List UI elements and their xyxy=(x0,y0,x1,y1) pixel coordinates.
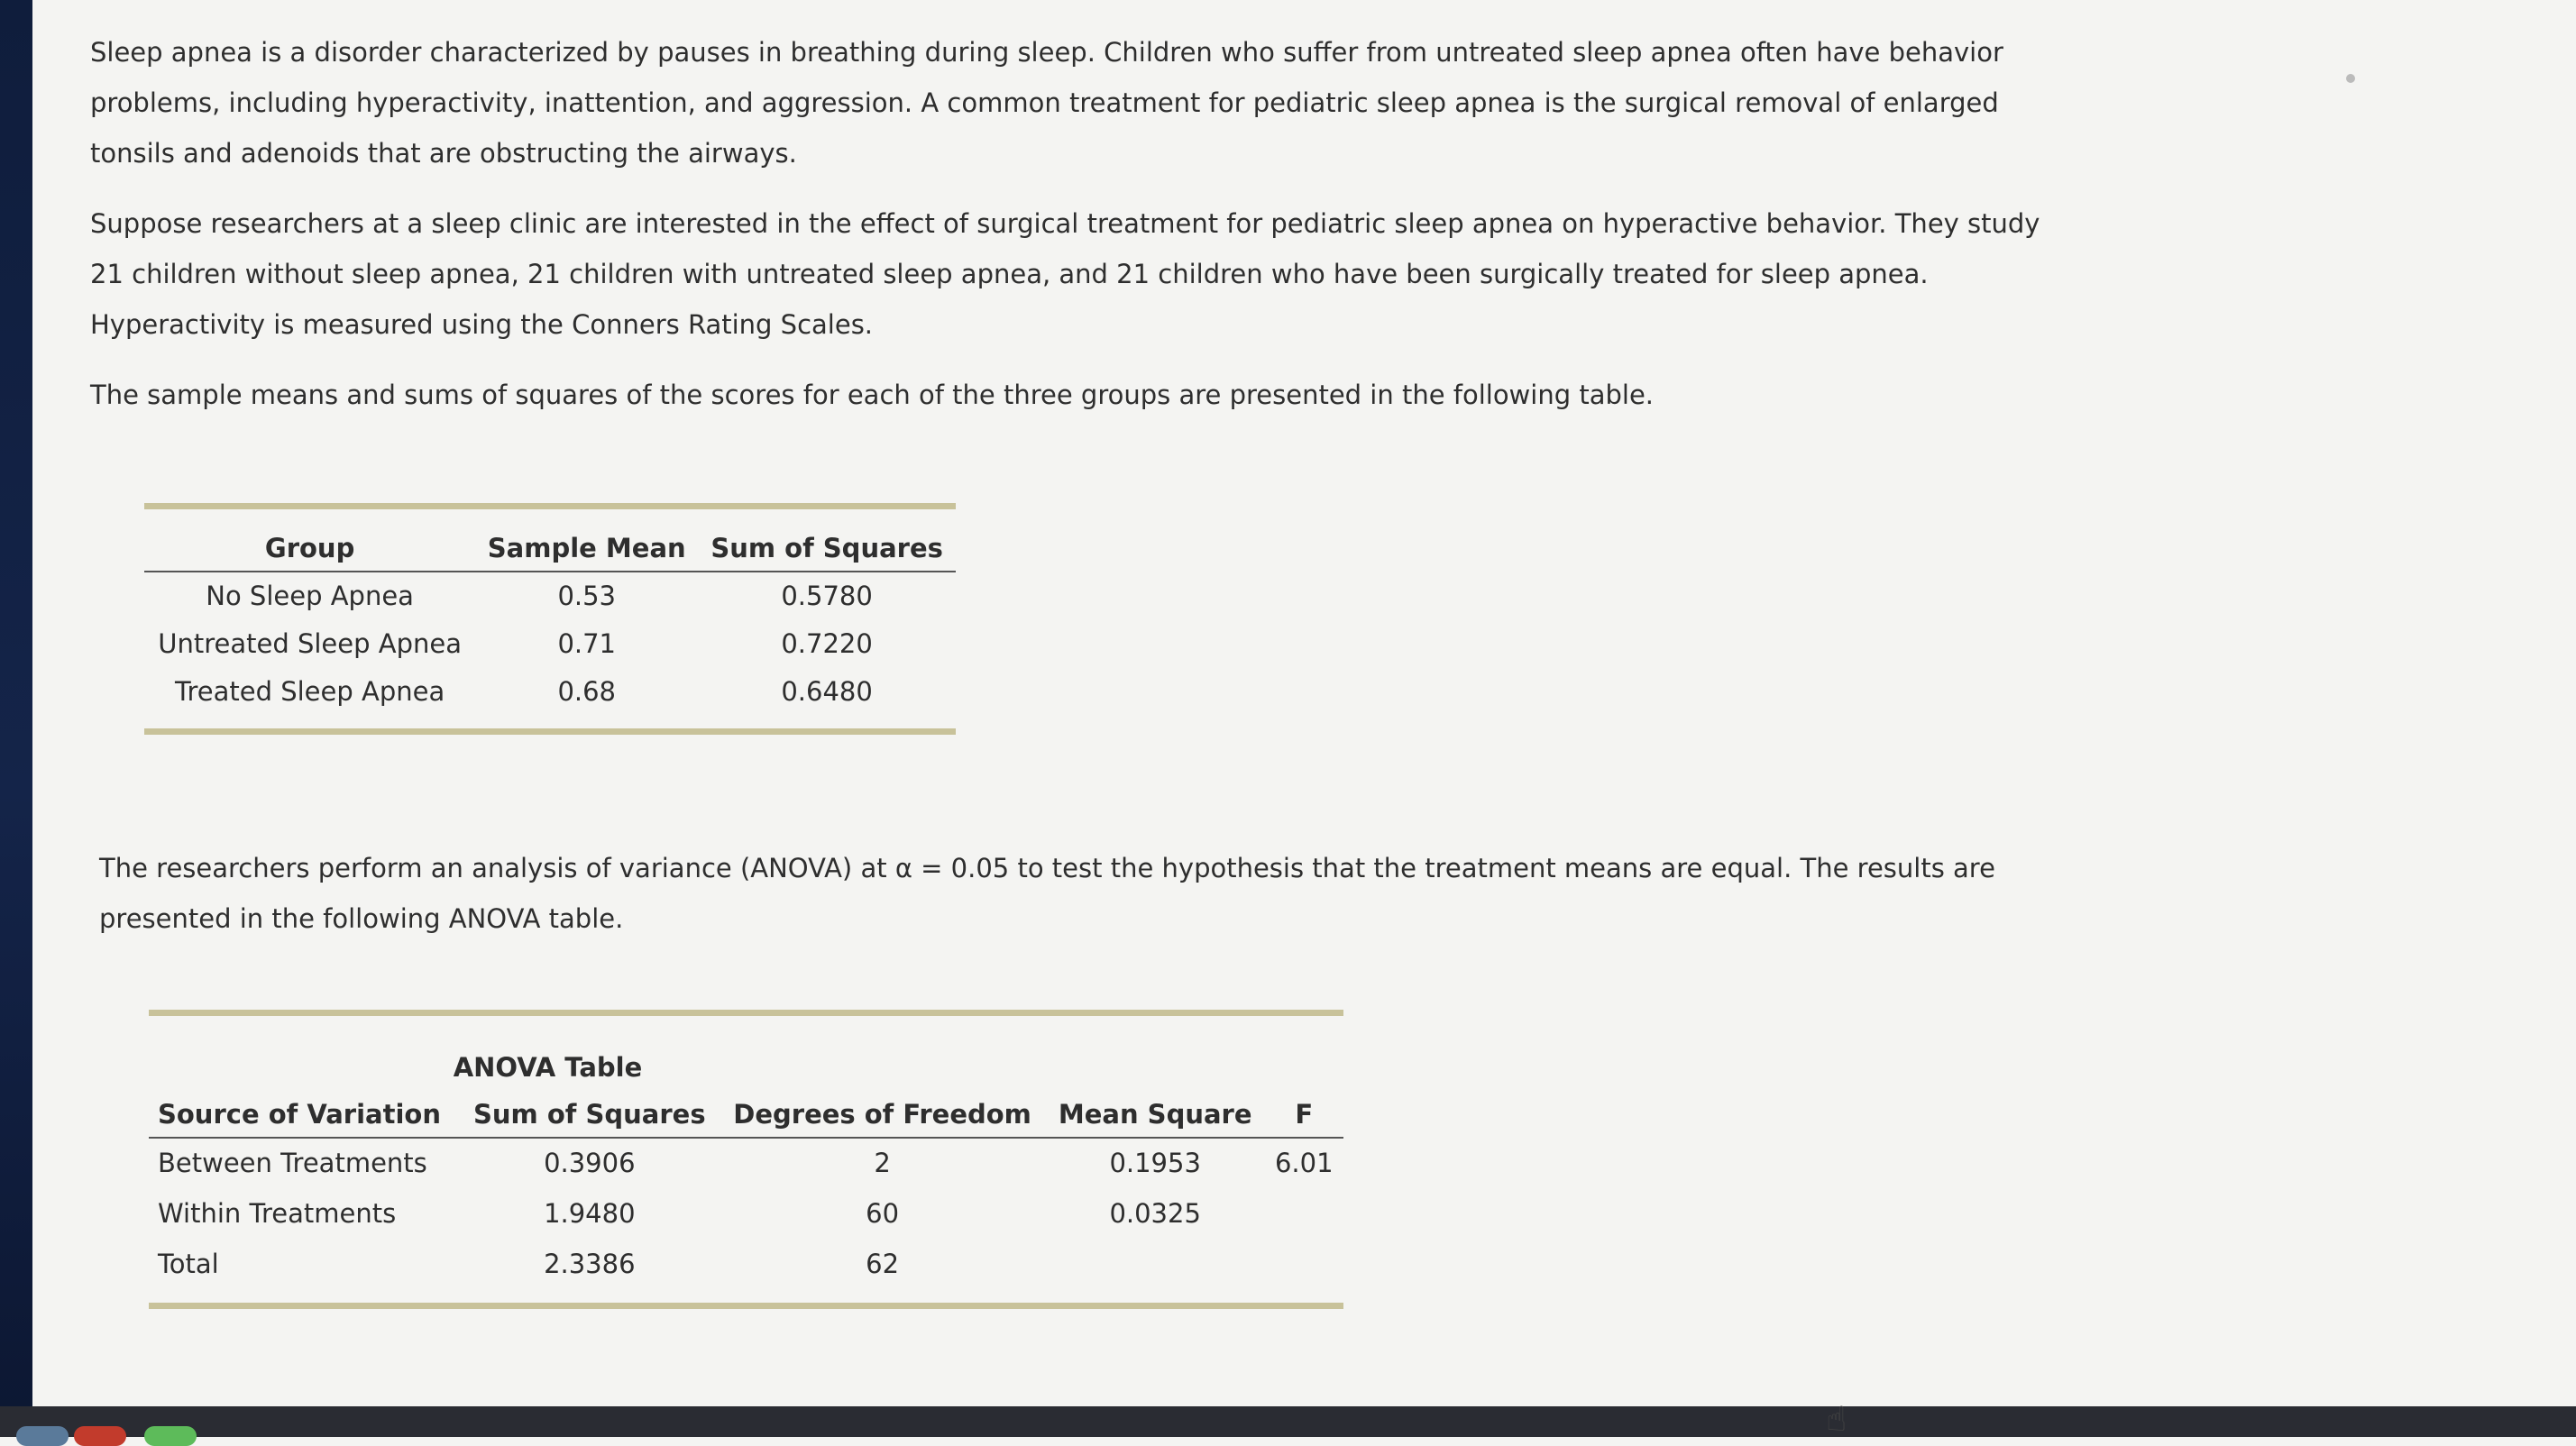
sum-of-squares: 0.3906 xyxy=(544,1148,636,1178)
table-row xyxy=(144,572,956,620)
monitor-bottom-bezel xyxy=(0,1406,2576,1437)
taskbar-icon-3[interactable] xyxy=(144,1426,197,1446)
sample-mean: 0.71 xyxy=(557,628,617,659)
sample-mean: 0.53 xyxy=(557,581,617,611)
sample-mean: 0.68 xyxy=(557,676,617,707)
mean-square: 0.1953 xyxy=(1109,1148,1201,1178)
taskbar-icon-2[interactable] xyxy=(74,1426,126,1446)
mean-square: 0.0325 xyxy=(1109,1198,1201,1229)
hand-pointer-icon: ☝ xyxy=(1826,1399,1847,1439)
sum-of-squares: 0.7220 xyxy=(781,628,873,659)
group-name: No Sleep Apnea xyxy=(206,581,414,611)
column-header-group: Group xyxy=(144,509,475,572)
anova-table-title: ANOVA Table xyxy=(453,1052,643,1083)
degrees-of-freedom: 62 xyxy=(866,1249,900,1279)
table-bottom-rule xyxy=(144,728,956,735)
source-name: Within Treatments xyxy=(158,1198,397,1229)
degrees-of-freedom: 2 xyxy=(874,1148,891,1178)
table-top-rule xyxy=(149,1010,1343,1016)
intro-paragraph-3: The sample means and sums of squares of the scores for each of the three groups are presented in the following table. xyxy=(90,380,1655,410)
column-header-f: F xyxy=(1265,1083,1344,1138)
source-name: Between Treatments xyxy=(158,1148,427,1178)
table-row xyxy=(149,1189,1343,1240)
f-statistic xyxy=(1265,1240,1344,1290)
monitor-left-bezel xyxy=(0,0,32,1437)
column-header-mean-square: Mean Square xyxy=(1046,1083,1265,1138)
group-name: Untreated Sleep Apnea xyxy=(158,628,462,659)
sum-of-squares: 2.3386 xyxy=(544,1249,636,1279)
table-top-rule xyxy=(144,503,956,509)
intro-paragraph-2: Suppose researchers at a sleep clinic are interested in the effect of surgical treatment for pediatric sleep apnea on hyperactive behavior. They study 21 children without sleep apnea, 21 children with untreated sleep apnea, and 21 children who have been surgically treated for sleep apnea. Hyperactivity is measured using the Conners Rating Scales. xyxy=(90,208,2040,340)
table-row xyxy=(149,1240,1343,1290)
anova-intro-block xyxy=(99,843,2083,944)
table-row xyxy=(144,620,956,668)
taskbar-icon-1[interactable] xyxy=(16,1426,69,1446)
source-name: Total xyxy=(158,1249,219,1279)
group-name: Treated Sleep Apnea xyxy=(175,676,445,707)
intro-paragraph-1: Sleep apnea is a disorder characterized by pauses in breathing during sleep. Children who suffer from untreated sleep apnea often have behavior problems, including hyperactivity, inattention, and aggression. A common treatment for pediatric sleep apnea is the surgical removal of enlarged tonsils and adenoids that are obstructing the airways. xyxy=(90,37,2003,169)
column-header-source: Source of Variation xyxy=(149,1083,460,1138)
table-bottom-rule xyxy=(149,1303,1343,1309)
anova-table xyxy=(149,1010,1343,1309)
sum-of-squares: 0.6480 xyxy=(781,676,873,707)
column-header-sample-mean: Sample Mean xyxy=(475,509,698,572)
f-statistic: 6.01 xyxy=(1274,1148,1334,1178)
anova-intro-paragraph: The researchers perform an analysis of variance (ANOVA) at α = 0.05 to test the hypothesis that the treatment means are equal. The results are presented in the following ANOVA table. xyxy=(99,853,1995,934)
column-header-sum-of-squares: Sum of Squares xyxy=(460,1083,719,1138)
group-statistics-table xyxy=(144,503,956,735)
f-statistic xyxy=(1265,1189,1344,1240)
table-row xyxy=(149,1138,1343,1189)
mean-square xyxy=(1046,1240,1265,1290)
sum-of-squares: 0.5780 xyxy=(781,581,873,611)
sum-of-squares: 1.9480 xyxy=(544,1198,636,1229)
column-header-sum-of-squares: Sum of Squares xyxy=(698,509,956,572)
table-row xyxy=(144,668,956,716)
column-header-degrees-of-freedom: Degrees of Freedom xyxy=(719,1083,1046,1138)
screen-speck xyxy=(2346,74,2355,83)
question-content xyxy=(90,27,2074,420)
degrees-of-freedom: 60 xyxy=(866,1198,900,1229)
